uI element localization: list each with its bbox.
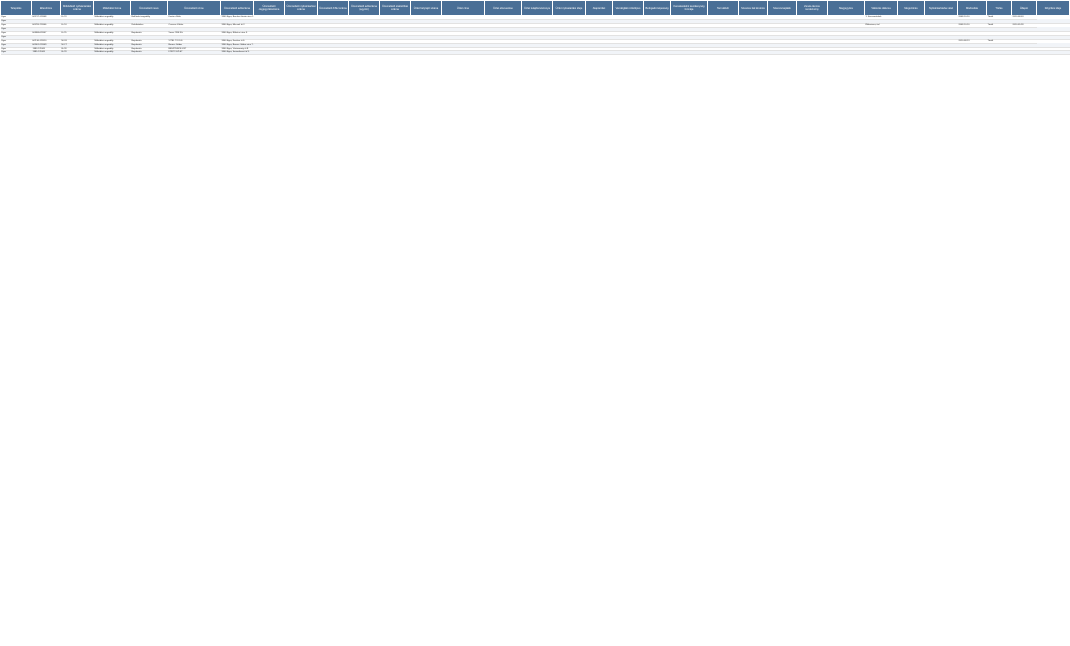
table-cell: 2008.10.10	[958, 23, 987, 27]
column-header[interactable]: Alapterület	[586, 1, 613, 16]
table-cell: Élelmiszer, ital	[865, 23, 898, 27]
column-header[interactable]: Üzlet nyitvatartási ideje	[553, 1, 586, 16]
column-header[interactable]: Zenés-táncos rendezvény	[797, 1, 828, 16]
table-cell: Bejelentés	[131, 51, 168, 55]
table-cell: Működési engedély	[94, 16, 131, 20]
column-header[interactable]: Rögzítés ideje	[1037, 1, 1070, 16]
column-header[interactable]: Üzemeltető neve	[131, 1, 168, 16]
column-header[interactable]: Üzemeltető adószáma	[221, 1, 254, 16]
table-cell	[318, 51, 349, 55]
table-cell: Bejelentés	[131, 47, 168, 51]
table-cell: 3300 Eger, Vörösmarty út 8.	[221, 47, 254, 51]
table-cell	[708, 51, 739, 55]
column-header[interactable]: Működési forma	[94, 1, 131, 16]
table-cell: E-C5	[61, 31, 94, 35]
column-header[interactable]: Település	[1, 1, 32, 16]
table-cell: B-C9	[61, 51, 94, 55]
column-header[interactable]: Üzlet helyrajzi száma	[411, 1, 442, 16]
column-header[interactable]: Ellenőrzés	[32, 1, 61, 16]
column-header[interactable]: Vendéglátó üzlettípus	[613, 1, 644, 16]
table-cell: Működési engedély	[94, 23, 131, 27]
column-header[interactable]: Üzlet címe	[442, 1, 485, 16]
column-header[interactable]: Nyilvántartásba vétel	[925, 1, 958, 16]
table-cell: H3765-7/2006	[32, 23, 61, 27]
column-header[interactable]: Törlés	[987, 1, 1012, 16]
table-cell: 2010.08.03	[1012, 16, 1037, 20]
table-cell	[1037, 19, 1070, 23]
table-cell: Törölt	[987, 39, 1012, 43]
table-cell: Eger	[1, 23, 32, 27]
table-cell: 3300 Eger, Szövetkezet út 9.	[221, 51, 254, 55]
column-header[interactable]: Üzemeltető adószáma (egyéni)	[349, 1, 380, 16]
table-cell	[485, 51, 522, 55]
table-cell: Működési engedély	[94, 39, 131, 43]
table-cell	[586, 51, 613, 55]
column-header[interactable]: Szeszes ital kimérés	[739, 1, 768, 16]
column-header[interactable]: Megszűnés	[898, 1, 925, 16]
table-cell: Eger	[1, 31, 32, 35]
table-cell: 3300 Eger, Bocskai István utca 1.	[221, 16, 254, 18]
header-row	[1, 1, 1070, 16]
table-cell: 3300 Eger, Kertész út 6.	[221, 39, 254, 43]
table-cell: Működési engedély	[94, 31, 131, 35]
table-cell: Eger	[1, 47, 32, 51]
column-header[interactable]: Üzlet elnevezése	[485, 1, 522, 16]
table-cell	[1037, 51, 1070, 55]
table-cell	[553, 51, 586, 55]
table-cell: H0986-6/2007	[32, 31, 61, 35]
table-cell	[865, 51, 898, 55]
table-cell: Törölt	[987, 23, 1012, 27]
table-cell	[613, 51, 644, 55]
table-cell: 1. Szeszesitalok	[865, 16, 898, 20]
table-cell: 3300 Eger, Mecsek út 2.	[221, 23, 254, 27]
table-cell	[285, 51, 318, 55]
table-cell: Eger	[1, 39, 32, 43]
table-cell: Eger	[1, 35, 32, 39]
column-header[interactable]: Üzemeltető cégjegyzékszáma	[254, 1, 285, 16]
column-header[interactable]: Üzemeltető statisztikai száma	[380, 1, 411, 16]
table-cell: Veres CBS Kft.	[168, 31, 221, 35]
table-cell: 2010.08.13	[958, 39, 987, 43]
table-cell	[644, 51, 671, 55]
table-cell: H2130-1/2010	[32, 39, 61, 43]
table-cell	[898, 51, 925, 55]
table-cell: Eger	[1, 51, 32, 55]
column-header[interactable]: Szerencsejáték	[768, 1, 797, 16]
table-cell: Kovács Béla	[168, 16, 221, 20]
table-cell	[1037, 35, 1070, 39]
column-header[interactable]: Módosítás	[958, 1, 987, 16]
table-cell	[349, 51, 380, 55]
table-cell: Üzletköteles	[131, 23, 168, 27]
table-cell: Bolt/üzlet engedély	[131, 16, 168, 20]
table-cell	[380, 51, 411, 55]
column-header[interactable]: Termékkör	[708, 1, 739, 16]
table-cell	[522, 51, 553, 55]
table-body	[1, 16, 1070, 55]
table-cell: 1985-1/2009	[32, 51, 61, 55]
table-cell: Bejelentés	[131, 31, 168, 35]
table-cell	[671, 51, 708, 55]
table-cell: FŐÚTI ÜZLET	[168, 51, 221, 55]
table-cell	[987, 51, 1012, 55]
table-cell	[958, 51, 987, 55]
table-cell	[768, 51, 797, 55]
table-cell	[925, 51, 958, 55]
table-cell	[1012, 51, 1037, 55]
table-cell: Eger	[1, 19, 32, 23]
table-cell: Működési engedély	[94, 47, 131, 51]
table-cell: Törölt	[987, 16, 1012, 20]
table-cell: Eger	[1, 16, 32, 20]
column-header[interactable]: Megjegyzés	[828, 1, 865, 16]
table-cell: B-C8	[61, 47, 94, 51]
column-header[interactable]: Üzemeltető nyilvántartási száma	[285, 1, 318, 16]
table-cell: E-C4	[61, 23, 94, 27]
table-cell: 3300 Eger, Rákóczi utca 5.	[221, 31, 254, 35]
table-cell	[828, 51, 865, 55]
table-cell: Eger	[1, 43, 32, 47]
registry-table	[0, 0, 1070, 55]
table-cell: BESZTERCE KFT	[168, 47, 221, 51]
column-header[interactable]: Állapot	[1012, 1, 1037, 16]
table-cell: 2008.10.10	[958, 16, 987, 20]
table-cell: Baross Gábor	[168, 43, 221, 47]
table-cell: Működési engedély	[94, 43, 131, 47]
table-cell: Eger	[1, 27, 32, 31]
table-cell: Működési engedély	[94, 51, 131, 55]
table-cell: E-C3	[61, 16, 94, 20]
table-cell: H3217-1/2008	[32, 16, 61, 20]
table-cell: 1983-1/2009	[32, 47, 61, 51]
table-cell: H3301-2/2009	[32, 43, 61, 47]
column-header[interactable]: Befogadó képesség	[644, 1, 671, 16]
table-cell	[442, 51, 485, 55]
table-cell	[797, 51, 828, 55]
column-header[interactable]: Üzemeltető KSH száma	[318, 1, 349, 16]
table-cell	[411, 51, 442, 55]
table-cell: Cseresz Zoltán	[168, 23, 221, 27]
table-cell: M-C7	[61, 43, 94, 47]
table-row[interactable]	[1, 51, 1070, 55]
table-cell: 3300 Eger, Baross Gábor utca 7.	[221, 43, 254, 46]
table-cell	[254, 51, 285, 55]
table-cell: Bejelentés	[131, 43, 168, 47]
table-cell: M-C6	[61, 39, 94, 43]
table-cell	[739, 51, 768, 55]
column-header[interactable]: Változás dátuma	[865, 1, 898, 16]
table-cell: 2010.05.28	[1012, 23, 1037, 27]
column-header[interactable]: Kereskedelmi tevékenység formája	[671, 1, 708, 16]
column-header[interactable]: Működtető nyilvántartási száma	[61, 1, 94, 16]
column-header[interactable]: Üzlet tulajdonviszonya	[522, 1, 553, 16]
table-cell: Bejelentés	[131, 39, 168, 43]
table-cell: VITEL TOOLS	[168, 39, 221, 43]
column-header[interactable]: Üzemeltető címe	[168, 1, 221, 16]
